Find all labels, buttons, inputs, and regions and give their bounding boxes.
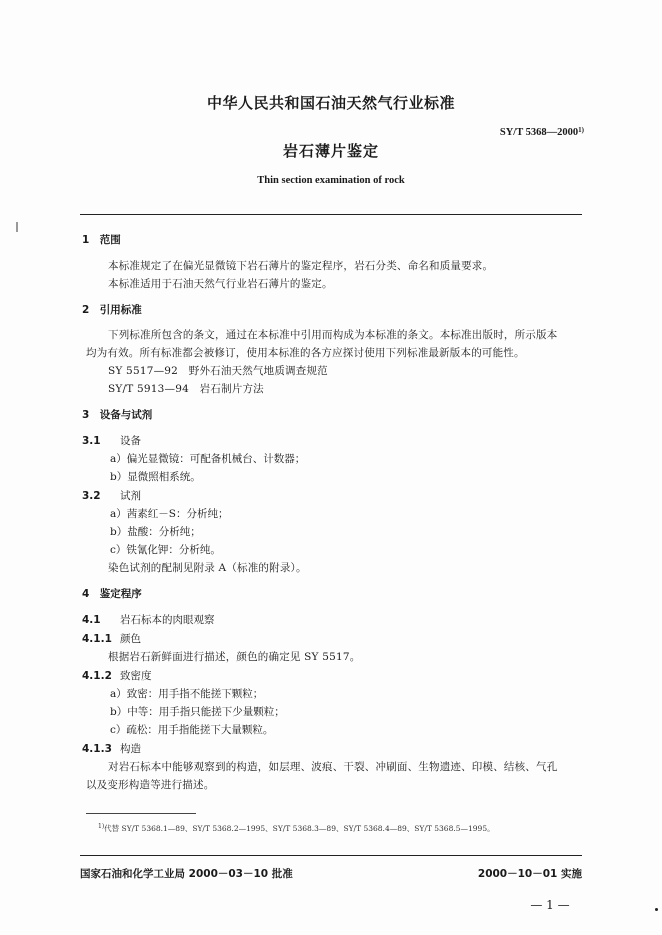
page-number: — 1 — [530,898,570,912]
section-4-heading: 4 鉴定程序 [82,588,142,600]
list-item: c）铁氰化钾：分析纯。 [110,544,221,556]
section-2-paragraph-line-2: 均为有效。所有标准都会被修订，使用本标准的各方应探讨使用下列标准最新版本的可能性。 [86,347,525,359]
list-item: b）中等：用手指只能搓下少量颗粒； [110,706,285,718]
subsection-4-1-2: 4.1.2 致密度 [82,670,152,682]
approval-date: 国家石油和化学工业局 2000－03－10 批准 [80,868,293,880]
subsection-3-1: 3.1 设备 [82,435,141,447]
section-1-paragraph-1: 本标准规定了在偏光显微镜下岩石薄片的鉴定程序，岩石分类、命名和质量要求。 [108,260,494,272]
subsection-4-1-3: 4.1.3 构造 [82,743,141,755]
subsection-4-1-3-paragraph-line-2: 以及变形构造等进行描述。 [86,779,215,791]
section-2-paragraph-line-1: 下列标准所包含的条文，通过在本标准中引用而构成为本标准的条文。本标准出版时，所示版本 [108,329,558,341]
list-item: b）显微照相系统。 [110,471,201,483]
document-title-cn: 岩石薄片鉴定 [282,142,379,160]
section-2-heading: 2 引用标准 [82,304,142,316]
section-3-note: 染色试剂的配制见附录 A（标准的附录）。 [108,562,307,574]
subsection-4-1: 4.1 岩石标本的肉眼观察 [82,614,215,626]
scan-margin-mark [16,222,18,232]
list-item: a）茜素红－S：分析纯； [110,508,229,520]
subsection-4-1-1: 4.1.1 颜色 [82,633,141,645]
list-item: c）疏松：用手指能搓下大量颗粒。 [110,724,274,736]
list-item: a）偏光显微镜：可配备机械台、计数器； [110,453,306,465]
reference-item: SY/T 5913—94 岩石制片方法 [108,383,264,395]
scan-dot [655,908,658,911]
section-1-paragraph-2: 本标准适用于石油天然气行业岩石薄片的鉴定。 [108,278,333,290]
footnote-divider [86,813,196,814]
footer-divider [80,855,582,856]
footnote: $^{1)}$代替 SY/T 5368.1—89、SY/T 5368.2—1995、SY/T 5368.3—89、SY/T 5368.4—89、SY/T 5368.5—1995。 [98,823,495,833]
subsection-4-1-1-paragraph: 根据岩石新鲜面进行描述，颜色的确定见 SY 5517。 [108,651,361,663]
subsection-4-1-3-paragraph-line-1: 对岩石标本中能够观察到的构造，如层理、波痕、干裂、冲刷面、生物遗迹、印模、结核、气孔 [108,761,558,773]
section-3-heading: 3 设备与试剂 [82,409,153,421]
standard-category-title: 中华人民共和国石油天然气行业标准 [206,94,455,112]
section-1-heading: 1 范围 [82,234,121,246]
reference-item: SY 5517—92 野外石油天然气地质调查规范 [108,365,328,377]
list-item: b）盐酸：分析纯； [110,526,201,538]
subsection-3-2: 3.2 试剂 [82,490,141,502]
document-title-en: Thin section examination of rock [257,175,405,186]
effective-date: 2000－10－01 实施 [477,868,582,880]
list-item: a）致密：用手指不能搓下颗粒； [110,688,264,700]
header-divider [80,214,582,215]
standard-code: SY/T 5368—2000$^{1)}$ [499,126,584,138]
